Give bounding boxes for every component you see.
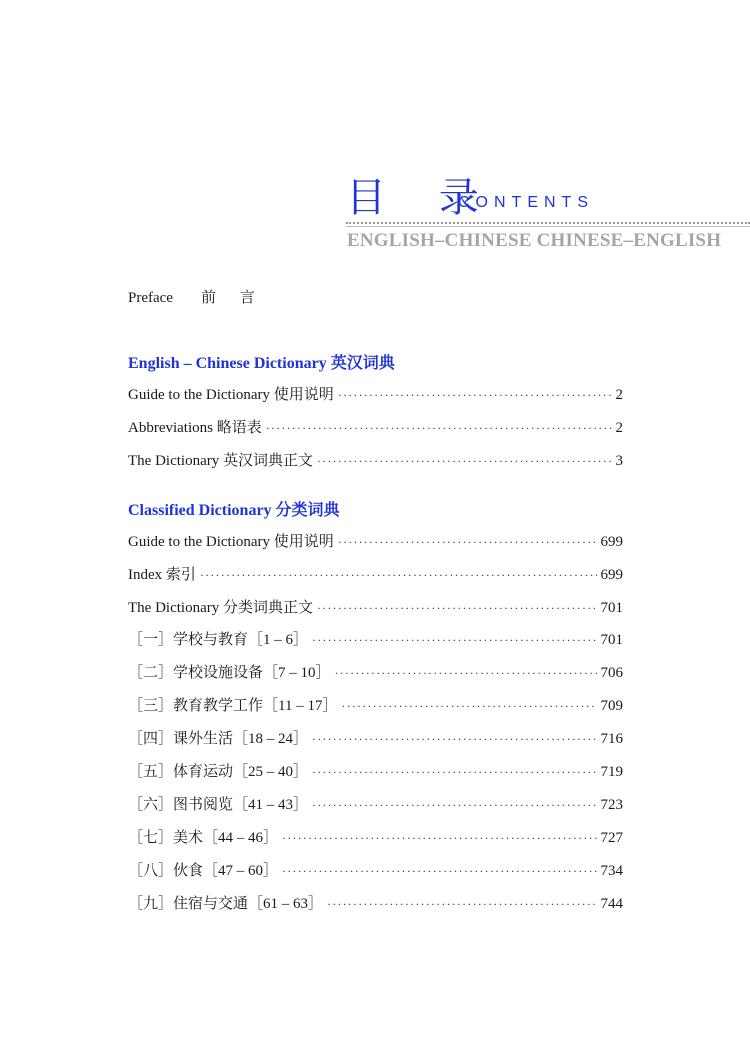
toc-leader-dots — [282, 831, 596, 846]
toc-leader-dots — [317, 454, 612, 469]
toc-entry[interactable] — [128, 826, 623, 852]
toc-leader-dots — [317, 601, 597, 616]
toc-leader-dots — [266, 421, 612, 436]
toc-entry[interactable] — [128, 596, 623, 622]
toc-entry-label: Guide to the Dictionary 使用说明 — [128, 534, 334, 550]
toc-leader-dots — [200, 568, 597, 583]
toc-entry-label: The Dictionary 分类词典正文 — [128, 600, 313, 616]
title-english: CONTENTS — [458, 194, 594, 211]
toc-entry[interactable] — [128, 859, 623, 885]
preface-entry[interactable] — [128, 286, 265, 307]
toc-entry[interactable] — [128, 760, 623, 786]
toc-entry[interactable] — [128, 530, 623, 556]
toc-entry-page: 709 — [600, 698, 623, 714]
toc-entry[interactable] — [128, 661, 623, 687]
toc-leader-dots — [338, 535, 597, 550]
toc-leader-dots — [341, 699, 596, 714]
toc-entry-label: ［七］美术［44 – 46］ — [128, 830, 279, 846]
contents-header — [346, 176, 750, 256]
toc-entry[interactable] — [128, 892, 623, 918]
toc-entry-page: 701 — [600, 632, 623, 648]
toc-entry[interactable] — [128, 449, 623, 475]
toc-entry-page: 719 — [600, 764, 623, 780]
toc-entry-label: ［九］住宿与交通［61 – 63］ — [128, 896, 324, 912]
toc-entry[interactable] — [128, 416, 623, 442]
toc-entry[interactable] — [128, 563, 623, 589]
toc-entry-page: 699 — [600, 567, 623, 583]
toc-entry-label: ［二］学校设施设备［7 – 10］ — [128, 665, 331, 681]
toc-leader-dots — [312, 798, 596, 813]
toc-entry-page: 2 — [615, 387, 623, 403]
toc-entry-page: 706 — [600, 665, 623, 681]
toc-entry-label: ［四］课外生活［18 – 24］ — [128, 731, 309, 747]
toc-entry-page: 723 — [600, 797, 623, 813]
toc-entry-label: Index 索引 — [128, 567, 196, 583]
toc-entry[interactable] — [128, 694, 623, 720]
toc-entry-label: Guide to the Dictionary 使用说明 — [128, 387, 334, 403]
toc-entry[interactable] — [128, 727, 623, 753]
toc-entry-page: 2 — [615, 420, 623, 436]
header-divider-solid — [346, 226, 750, 227]
toc-entry-label: The Dictionary 英汉词典正文 — [128, 453, 313, 469]
preface-label-en: Preface — [128, 290, 173, 306]
toc-entry[interactable] — [128, 383, 623, 409]
toc-leader-dots — [312, 765, 596, 780]
toc-leader-dots — [327, 897, 596, 912]
toc-leader-dots — [312, 633, 596, 648]
toc-entry-label: ［三］教育教学工作［11 – 17］ — [128, 698, 338, 714]
toc-entry-page: 734 — [600, 863, 623, 879]
header-divider — [346, 222, 750, 224]
section-title-classified: Classified Dictionary 分类词典 — [128, 502, 340, 519]
toc-entry-label: ［一］学校与教育［1 – 6］ — [128, 632, 309, 648]
title-chinese: 目 录 — [346, 175, 499, 221]
toc-leader-dots — [282, 864, 596, 879]
toc-leader-dots — [335, 666, 597, 681]
toc-leader-dots — [312, 732, 596, 747]
toc-entry-page: 699 — [600, 534, 623, 550]
toc-entry-label: Abbreviations 略语表 — [128, 420, 262, 436]
toc-entry[interactable] — [128, 793, 623, 819]
toc-entry-page: 744 — [600, 896, 623, 912]
toc-entry-page: 3 — [615, 453, 623, 469]
toc-leader-dots — [338, 388, 612, 403]
header-subtitle: ENGLISH–CHINESE CHINESE–ENGLISH — [347, 230, 722, 251]
toc-entry-label: ［六］图书阅览［41 – 43］ — [128, 797, 309, 813]
toc-entry-page: 701 — [600, 600, 623, 616]
toc-entry[interactable] — [128, 628, 623, 654]
toc-entry-page: 716 — [600, 731, 623, 747]
toc-entry-label: ［八］伙食［47 – 60］ — [128, 863, 279, 879]
preface-label-cn: 前 言 — [200, 290, 265, 306]
section-title-english-chinese: English – Chinese Dictionary 英汉词典 — [128, 355, 395, 372]
toc-entry-page: 727 — [600, 830, 623, 846]
toc-entry-label: ［五］体育运动［25 – 40］ — [128, 764, 309, 780]
